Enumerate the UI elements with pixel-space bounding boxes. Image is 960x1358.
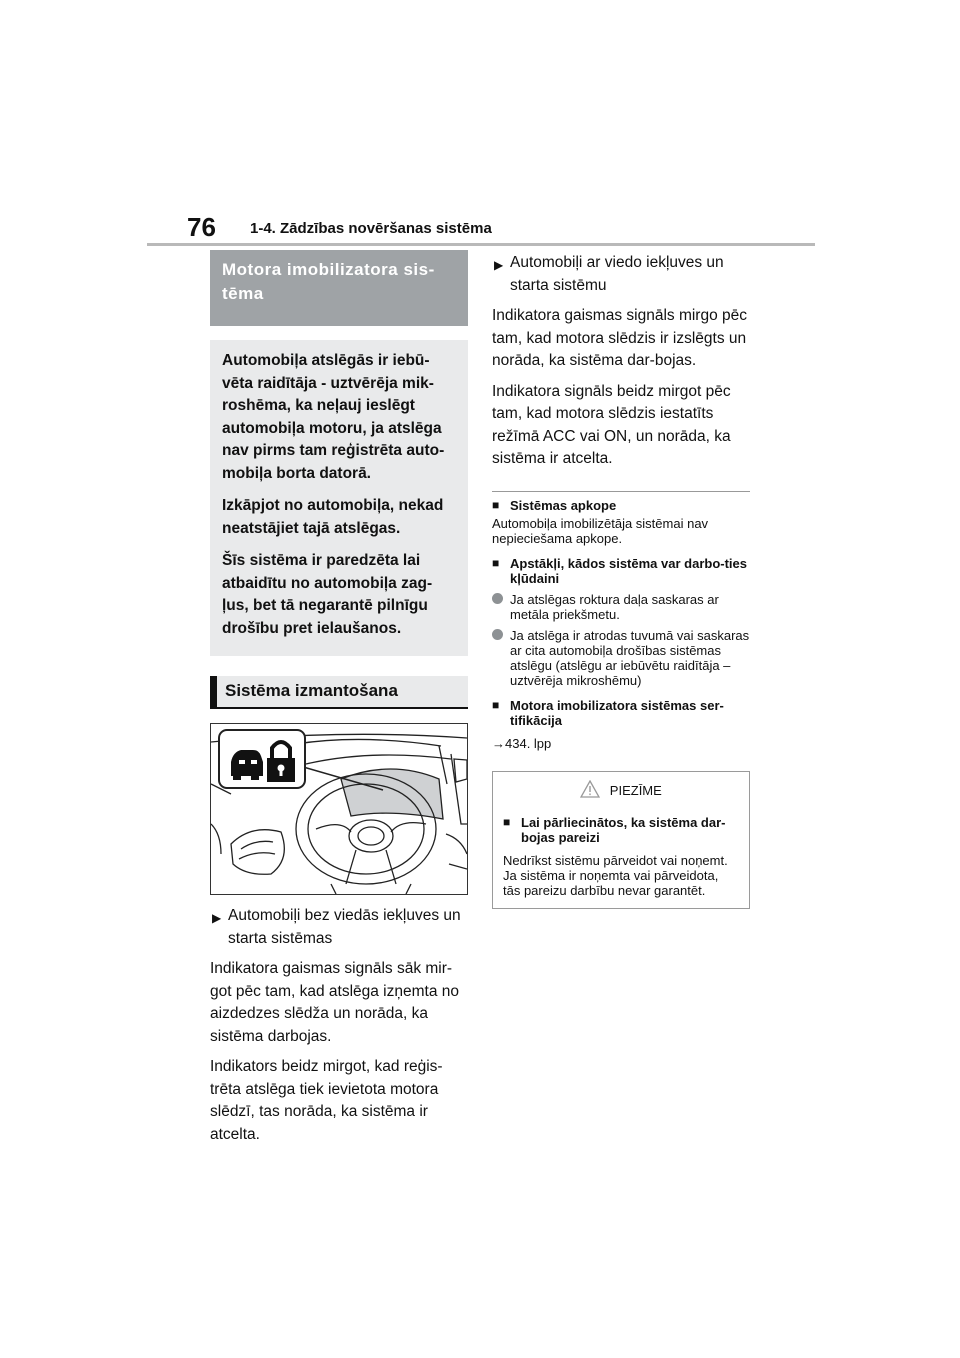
subsection-heading-text: Apstākļi, kādos sistēma var darbo-ties kļūdaini	[510, 555, 747, 586]
square-bullet-icon: ■	[492, 555, 500, 570]
note-heading	[503, 815, 739, 845]
circle-bullet-icon	[492, 593, 503, 604]
list-item	[492, 592, 750, 622]
intro-paragraph: Automobiļa atslēgās ir iebū-vēta raidītāja - uztvērēja mik-roshēma, ka neļauj ieslēgt automobiļa motoru, ja atslēga nav pirms tam reģistrēta auto-mobiļa borta datorā.	[222, 352, 445, 482]
list-item-text: Automobiļi bez viedās iekļuves un starta sistēmas	[228, 907, 461, 947]
list-item-text: Ja atslēgas roktura daļa saskaras ar metāla priekšmetu.	[510, 591, 719, 622]
circle-bullet-icon	[492, 629, 503, 640]
subsection-heading	[492, 698, 750, 728]
page-reference: →434. lpp	[492, 735, 552, 751]
note-title: PIEZĪME	[609, 782, 662, 798]
list-item	[210, 905, 468, 950]
subsection-heading-text: Sistēmas apkope	[510, 497, 617, 513]
square-bullet-icon: ■	[503, 814, 511, 829]
sub-heading: Sistēma izmantošana	[210, 676, 468, 707]
arrow-bullet-icon: ▶	[494, 258, 504, 272]
note-heading-text: Lai pārliecinātos, ka sistēma dar-bojas pareizi	[521, 814, 726, 845]
square-bullet-icon: ■	[492, 497, 500, 512]
subsection-heading-text: Motora imobilizatora sistēmas ser-tifikācija	[510, 697, 724, 728]
note-box	[492, 771, 750, 909]
body-paragraph: Indikatora gaismas signāls sāk mir-got pēc tam, kad atslēga izņemta no aizdedzes slēdža un norāda, ka sistēma darbojas.	[210, 960, 460, 1045]
page-number: 76	[187, 212, 216, 242]
right-column	[492, 252, 750, 909]
body-paragraph: Indikatora gaismas signāls mirgo pēc tam, kad motora slēdzis ir izslēgts un norāda, ka sistēma dar-bojas.	[492, 307, 748, 369]
subsection-heading	[492, 498, 750, 513]
warning-icon	[580, 780, 600, 803]
list-item	[492, 252, 750, 297]
subsection-heading	[492, 556, 750, 586]
dashboard-illustration	[210, 723, 468, 895]
intro-paragraph: Šīs sistēma ir paredzēta lai atbaidītu no automobiļa zag-ļus, bet tā negarantē pilnīgu drošību pret ielaušanos.	[222, 552, 433, 637]
intro-box	[210, 340, 468, 656]
left-column	[210, 250, 468, 1146]
list-item	[492, 628, 750, 688]
sub-heading-rule	[210, 707, 468, 709]
section-title: 1-4. Zādzības novēršanas sistēma	[250, 220, 492, 237]
body-text: Automobiļa imobilizētāja sistēmai nav nepieciešama apkope.	[492, 515, 709, 546]
square-bullet-icon: ■	[492, 697, 500, 712]
list-item-text: Automobiļi ar viedo iekļuves un starta sistēmu	[510, 254, 724, 294]
note-header	[503, 780, 739, 803]
intro-paragraph: Izkāpjot no automobiļa, nekad neatstājiet tajā atslēgas.	[222, 497, 444, 537]
body-paragraph: Indikators beidz mirgot, kad reģis-trēta atslēga tiek ievietota motora slēdzī, tas norāda, ka sistēma ir atcelta.	[210, 1058, 443, 1143]
note-text: Nedrīkst sistēmu pārveidot vai noņemt. Ja sistēma ir noņemta vai pārveidota, tās pareizu darbību nevar garantēt.	[503, 852, 728, 898]
main-heading: Motora imobilizatora sis-tēma	[210, 250, 468, 326]
list-item-text: Ja atslēga ir atrodas tuvumā vai saskaras ar cita automobiļa drošības sistēmas atslēgu (atslēgu ar iebūvētu raidītāja – uztvērēja mikroshēmu)	[510, 627, 750, 688]
body-paragraph: Indikatora signāls beidz mirgot pēc tam, kad motora slēdzis iestatīts režīmā ACC vai ON, un norāda, ka sistēma ir atcelta.	[492, 382, 731, 467]
divider	[492, 491, 750, 492]
header-rule	[147, 243, 815, 246]
arrow-bullet-icon: ▶	[212, 911, 222, 925]
